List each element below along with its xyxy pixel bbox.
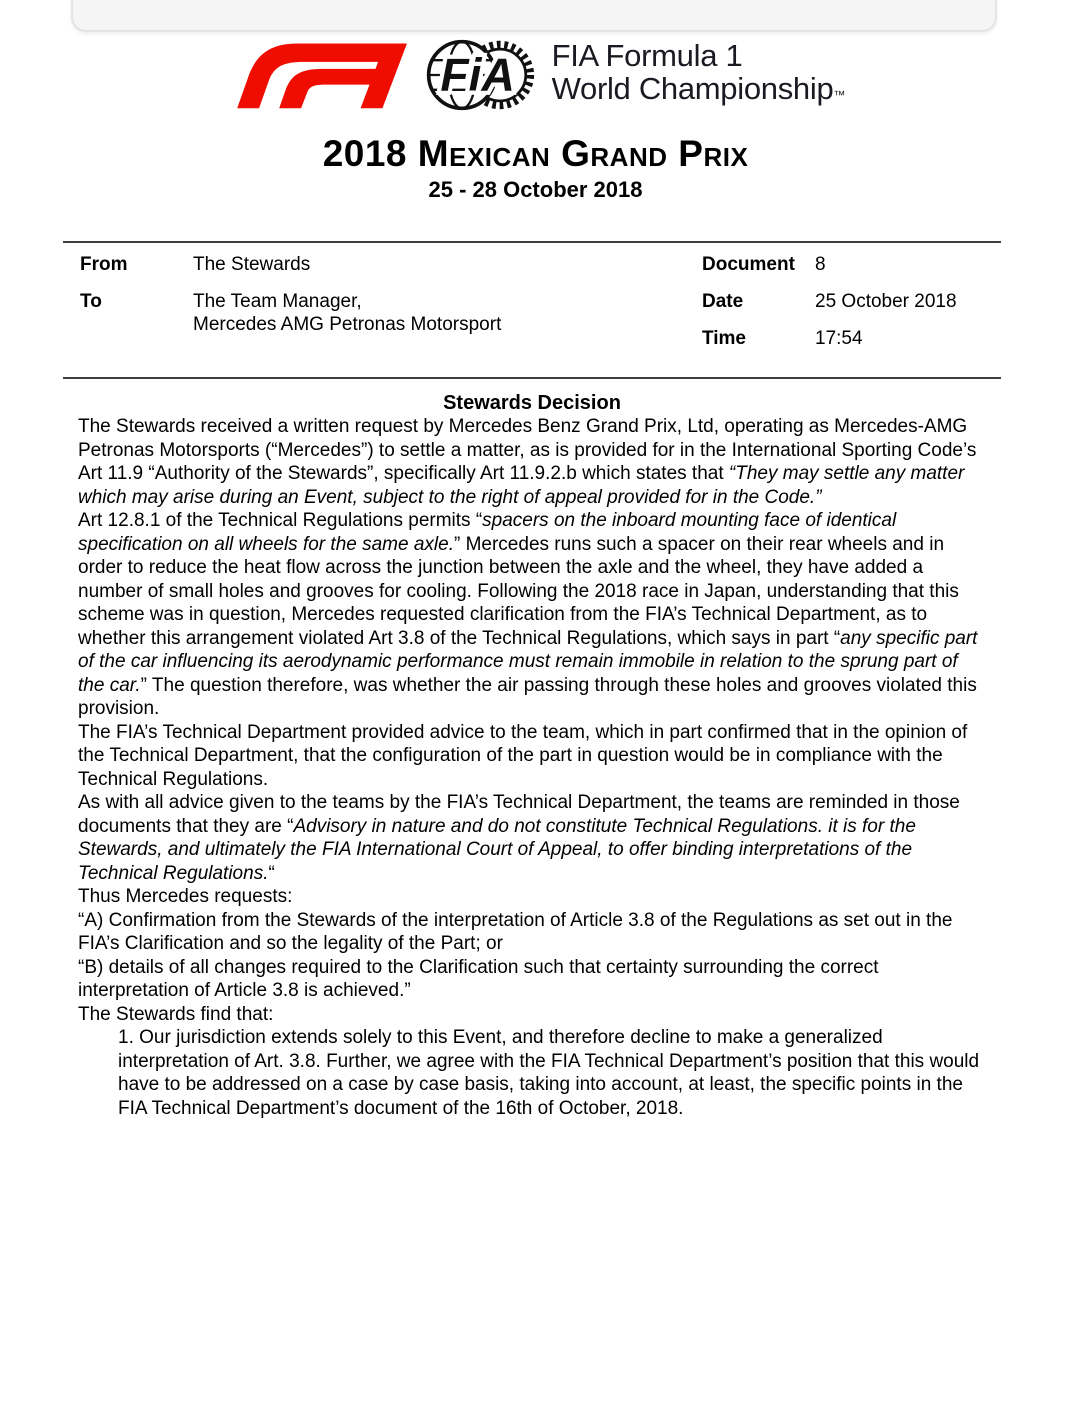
paragraph-advisory: As with all advice given to the teams by the FIA’s Technical Department, the teams are reminded in those documents that they are “Advisory in nature and do not constitute Technical Regulations. it is for the Stewards, and ultimately the FIA International Court of Appeal, to offer binding interpretations of the Technical Regulations.“ xyxy=(78,792,960,884)
title-block xyxy=(0,134,1071,203)
paragraph-request: The Stewards received a written request by Mercedes Benz Grand Prix, Ltd, operating as Mercedes-AMG Petronas Motorsports (“Mercedes”) to settle a matter, as is provided for in the International Sporting Code’s Art 11.9 “Authority of the Stewards”, specifically Art 11.9.2.b which states that “They may settle any matter which may arise during an Event, subject to the right of appeal provided for in the Code.” xyxy=(78,416,977,508)
findings-intro: The Stewards find that: xyxy=(78,1003,274,1025)
decision-body xyxy=(78,391,986,1120)
meta-row-from xyxy=(80,253,640,276)
document-label: Document xyxy=(702,254,795,275)
meta-row-time xyxy=(702,327,992,350)
event-title: 2018 Mexican Grand Prix xyxy=(322,133,749,174)
fia-monogram: FiA xyxy=(440,48,515,101)
f1-logo-icon xyxy=(226,40,412,110)
brand-line2: World Championship™ xyxy=(551,70,846,106)
to-value: The Team Manager, Mercedes AMG Petronas Motorsport xyxy=(193,291,502,335)
from-label: From xyxy=(80,254,128,275)
date-label: Date xyxy=(702,291,744,312)
from-value: The Stewards xyxy=(193,254,311,275)
trademark-symbol: ™ xyxy=(833,87,846,102)
header-logo-row xyxy=(0,38,1071,112)
paragraph-request-a: “A) Confirmation from the Stewards of the interpretation of Article 3.8 of the Regulations as set out in the FIA’s Clarification and so the legality of the Part; or xyxy=(78,909,953,954)
finding-item-1: 1. Our jurisdiction extends solely to this Event, and therefore decline to make a generalized interpretation of Art. 3.8. Further, we agree with the FIA Technical Department’s position that this would have to be addressed on a case by case basis, taking into account, at least, the specific points in the FIA Technical Department’s document of the 16th of October, 2018. xyxy=(118,1027,980,1119)
meta-column-left xyxy=(80,253,640,350)
meta-column-right xyxy=(702,253,992,364)
meta-row-date xyxy=(702,290,992,313)
brand-wordmark xyxy=(552,39,846,112)
time-value: 17:54 xyxy=(815,328,863,349)
meta-row-to xyxy=(80,290,640,336)
divider-bottom xyxy=(63,377,1001,379)
paragraph-regulations: Art 12.8.1 of the Technical Regulations permits “spacers on the inboard mounting face of identical specification on all wheels for the same axle.” Mercedes runs such a spacer on their rear wheels and in order to reduce the heat flow across the junction between the axle and the wheel, they have added a number of small holes and grooves for cooling. Following the 2018 race in Japan, understanding that this scheme was in question, Mercedes requested clarification from the FIA’s Technical Department, as to whether this arrangement violated Art 3.8 of the Technical Regulations, which says in part “any specific part of the car influencing its aerodynamic performance must remain immobile in relation to the sprung part of the car.” The question therefore, was whether the air passing through these holes and grooves violated this provision. xyxy=(78,510,978,719)
decision-heading: Stewards Decision xyxy=(443,392,621,414)
paragraph-request-b: “B) details of all changes required to the Clarification such that certainty surrounding the correct interpretation of Article 3.8 is achieved.” xyxy=(78,956,879,1001)
date-value: 25 October 2018 xyxy=(815,291,957,312)
time-label: Time xyxy=(702,328,747,349)
top-panel-edge xyxy=(71,0,997,32)
to-label: To xyxy=(80,291,102,312)
divider-top xyxy=(63,241,1001,243)
document-number: 8 xyxy=(815,254,826,275)
paragraph-requests-intro: Thus Mercedes requests: xyxy=(78,886,293,907)
event-dates: 25 - 28 October 2018 xyxy=(428,177,643,202)
brand-line1: FIA Formula 1 xyxy=(551,37,743,73)
paragraph-advice: The FIA’s Technical Department provided advice to the team, which in part confirmed that in the opinion of the Technical Department, that the configuration of the part in question would be in compliance with the Technical Regulations. xyxy=(78,721,968,790)
meta-row-document xyxy=(702,253,992,276)
fia-emblem-icon xyxy=(418,38,542,112)
